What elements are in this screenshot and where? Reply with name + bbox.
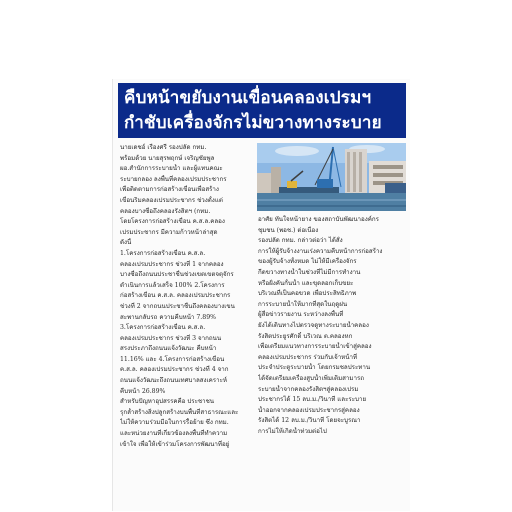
article-column-right	[258, 215, 404, 437]
article-line: ถนนแจ้งวัฒนะถึงถนนเทศบาลสงเคราะห์	[120, 377, 227, 385]
headline-line-1: คืบหน้าขยับงานเขื่อนคลองเปรมฯ	[124, 88, 372, 108]
article-line: 1.โครงการก่อสร้างเขื่อน ค.ส.ล.	[120, 249, 206, 257]
article-line: คลองบางซื่อถึงคลองรังสิตฯ (กทม.	[120, 207, 211, 215]
article-line: เพื่อติดตามการก่อสร้างเขื่อนเพื่อสร้าง	[120, 186, 219, 194]
article-line: ได้จัดเตรียมเครื่องสูบน้ำเพิ่มเติมสามารถ	[258, 374, 365, 382]
article-line: การระบายน้ำให้มากที่สุดในฤดูฝน	[258, 300, 348, 308]
article-line: ผู้สื่อข่าวรายงาน ระหว่างลงพื้นที่	[258, 311, 344, 319]
article-line: ผอ.สำนักการระบายน้ำ และผู้แทนคณะ	[120, 165, 223, 173]
article-line: ค.ส.ล. คลองเปรมประชากร ช่วงที่ 4 จาก	[120, 366, 229, 374]
canal-construction-image	[257, 143, 406, 211]
article-line: ดำเนินการแล้วเสร็จ 100% 2.โครงการ	[120, 281, 225, 289]
article-line: คลองเปรมประชากร ร่วมกับเจ้าหน้าที่	[258, 353, 358, 361]
article-line: ยังได้เดินทางไปตรวจดูทางระบายน้ำคลอง	[258, 321, 369, 329]
article-line: 11.16% และ 4.โครงการก่อสร้างเขื่อน	[120, 355, 225, 363]
article-line: รังสิตประยูรศักดิ์ บริเวณ ต.คลองหก	[258, 332, 353, 340]
article-line: ของผู้รับจ้างทั้งหมด ไม่ให้มีเครื่องจักร	[258, 258, 357, 266]
article-line: สรงประภาถึงถนนแจ้งวัฒนะ คืบหน้า	[120, 345, 217, 353]
article-line: การให้ผู้รับจ้างงานเร่งความคืบหน้าการก่อสร้าง	[258, 247, 383, 255]
article-line: ประชากรได้ 15 ลบ.ม./วินาที และระบาย	[258, 396, 367, 404]
headline-banner	[118, 83, 406, 138]
article-line: หรือฝั่งคันกั้นน้ำ และขุดลอกเก็บขยะ	[258, 279, 354, 287]
article-line: บางซื่อถึงถนนประชาชื่นช่วงเขตเขตจตุจักร	[120, 271, 234, 279]
article-line: ดังนี้	[120, 239, 132, 247]
article-line: บริเวณที่เป็นคอขวด เพื่อประสิทธิภาพ	[258, 290, 357, 298]
article-line: กีดขวางทางน้ำในช่วงที่ไม่มีการทำงาน	[258, 268, 361, 276]
article-line: อาศัย ทันใจหน้ายาง ของสถาบันพัฒนาองค์กร	[258, 216, 379, 223]
article-line: น้ำออกจากคลองเปรมประชากรสู่คลอง	[258, 406, 360, 414]
article-line: คลองเปรมประชากร ช่วงที่ 1 จากคลอง	[120, 260, 224, 268]
article-line: และหน่วยงานที่เกี่ยวข้องลงพื้นที่ทำความ	[120, 430, 228, 438]
article-line: พร้อมด้วย นายสุรพฤกษ์ เจริญชัยพูล	[120, 154, 215, 162]
article-line: สำหรับปัญหาอุปสรรคคือ ประชาชน	[120, 398, 215, 406]
article-line: รุกล้ำสร้างสิ่งปลูกสร้างบนพื้นที่สาธารณะและ	[120, 408, 239, 416]
article-line: คลองเปรมประชากร ช่วงที่ 3 จากถนน	[120, 334, 222, 342]
article-line: โดยโครงการก่อสร้างเขื่อน ค.ส.ล.คลอง	[120, 218, 225, 226]
article-line: ชุมชน (พอช.) ต่อเนื่อง	[258, 226, 319, 234]
article-line: เปรมประชากร มีความก้าวหน้าล่าสุด	[120, 228, 218, 236]
article-line: ก่อสร้างเขื่อน ค.ส.ล. คลองเปรมประชากร	[120, 292, 231, 300]
article-line: การไม่ให้เกิดน้ำท่วมต่อไป	[258, 427, 327, 435]
article-line: เขื่อนริมคลองเปรมประชากร ช่วงตั้งแต่	[120, 196, 223, 204]
article-line: ช่วงที่ 2 จากถนนประชาชื่นถึงคลองบางเขน	[120, 302, 235, 310]
article-line: ระบายน้ำจากคลองรังสิตฯสู่คลองเปรม	[258, 385, 359, 393]
article-line: ไม่ให้ความร่วมมือในการรื้อย้าย ซึ่ง กทม.	[120, 419, 229, 427]
article-line: 3.โครงการก่อสร้างเขื่อน ค.ส.ล.	[120, 324, 206, 332]
article-line: คืบหน้า 26.89%	[120, 387, 166, 395]
article-line: รังสิตได้ 12 ลบ.ม./วินาที โดยจะบูรณา	[258, 417, 361, 425]
article-line: สะพานกลับรถ ความคืบหน้า 7.89%	[120, 313, 217, 321]
article-line: เข้าใจ เพื่อให้เข้าร่วมโครงการพัฒนาที่อยู่	[120, 440, 230, 448]
article-line: นายเดชอ์ เรืองศรี รองปลัด กทม.	[120, 144, 207, 151]
headline-line-2: กำชับเครื่องจักรไม่ขวางทางระบาย	[124, 113, 382, 133]
article-column-left	[120, 143, 254, 450]
article-line: รองปลัด กทม. กล่าวต่อว่า ได้สั่ง	[258, 237, 343, 245]
article-line: ประจำประตูระบายน้ำ โดยกรมชลประทาน	[258, 364, 371, 372]
article-line: ระบายกลอง ลงพื้นที่คลองเปรมประชากร	[120, 175, 227, 183]
news-photo	[257, 143, 406, 211]
article-line: เพื่อเตรียมแนวทางการระบายน้ำเข้าสู่คลอง	[258, 343, 372, 351]
